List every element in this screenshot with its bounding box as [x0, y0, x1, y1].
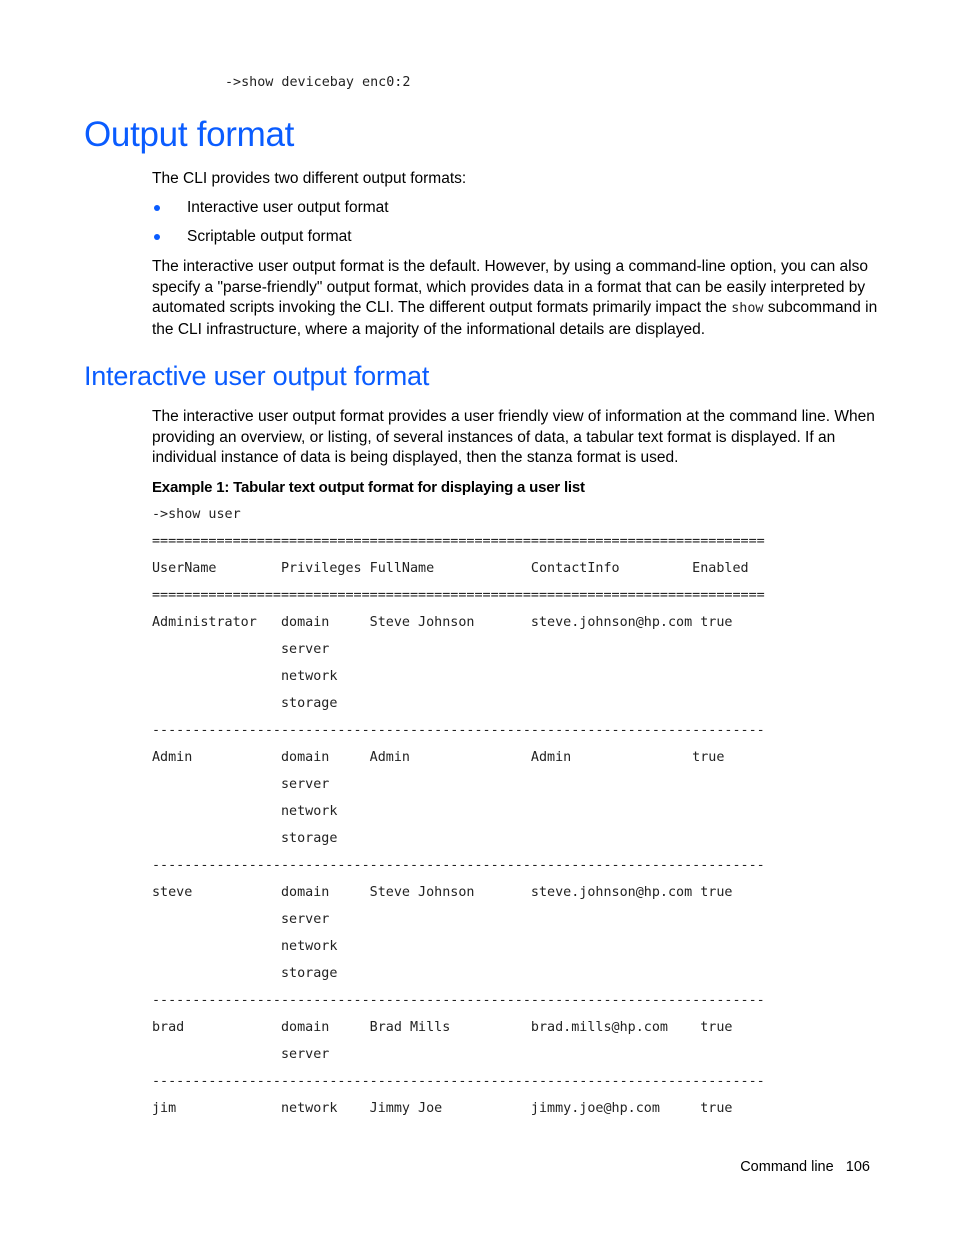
page-number: 106	[845, 1159, 870, 1175]
code-line: Admin domain Admin Admin true	[152, 750, 725, 765]
code-line: ----------------------------------------------------------------------------	[152, 1074, 765, 1089]
code-line: storage	[152, 696, 338, 711]
code-line: network	[152, 804, 338, 819]
bullet-item: Scriptable output format	[187, 228, 352, 245]
bullet-icon	[154, 234, 160, 240]
code-line: storage	[152, 966, 338, 981]
code-line: Administrator domain Steve Johnson steve.johnson@hp.com true	[152, 615, 733, 630]
code-line: server	[152, 642, 330, 657]
code-line: ->show user	[152, 507, 241, 522]
code-line: ----------------------------------------------------------------------------	[152, 723, 765, 738]
code-line: ----------------------------------------------------------------------------	[152, 993, 765, 1008]
code-line: storage	[152, 831, 338, 846]
code-line: network	[152, 939, 338, 954]
code-line: server	[152, 777, 330, 792]
paragraph-line	[152, 298, 878, 320]
code-line: brad domain Brad Mills brad.mills@hp.com true	[152, 1020, 733, 1035]
page-title: Output format	[84, 115, 295, 154]
paragraph	[152, 257, 878, 341]
paragraph-line: individual instance of data is being displayed, then the stanza format is used.	[152, 449, 679, 467]
code-line: steve domain Steve Johnson steve.johnson@hp.com true	[152, 885, 733, 900]
inline-code: show	[731, 301, 764, 317]
code-block	[152, 506, 872, 1127]
paragraph-line: The interactive user output format is the default. However, by using a command-line option, you can also	[152, 258, 868, 275]
paragraph-line-part: automated scripts invoking the CLI. The different output formats primarily impact the	[152, 299, 727, 317]
bullet-icon	[154, 205, 160, 211]
code-line: UserName Privileges FullName ContactInfo Enabled	[152, 561, 749, 576]
code-line: server	[152, 1047, 330, 1062]
code-line: network	[152, 669, 338, 684]
code-line: jim network Jimmy Joe jimmy.joe@hp.com true	[152, 1101, 733, 1116]
code-line: ----------------------------------------------------------------------------	[152, 858, 765, 873]
example-caption: Example 1: Tabular text output format for displaying a user list	[152, 479, 585, 496]
intro-text: The CLI provides two different output formats:	[152, 170, 467, 187]
paragraph-line: specify a "parse-friendly" output format, which provides data in a format that can be easily interpreted by	[152, 278, 866, 296]
paragraph-line-part: subcommand in	[767, 299, 878, 317]
top-command: ->show devicebay enc0:2	[225, 75, 411, 90]
paragraph-line: providing an overview, or listing, of several instances of data, a tabular text format is displayed. If an	[152, 428, 836, 446]
paragraph-line: The interactive user output format provides a user friendly view of information at the command line. When	[152, 408, 875, 425]
paragraph	[152, 407, 875, 469]
code-line: ============================================================================	[152, 588, 765, 603]
footer-section: Command line	[740, 1159, 834, 1175]
code-line: server	[152, 912, 330, 927]
code-line: ============================================================================	[152, 534, 765, 549]
page-footer	[740, 1159, 870, 1175]
section-title: Interactive user output format	[84, 361, 430, 391]
bullet-item: Interactive user output format	[187, 199, 389, 216]
paragraph-line: the CLI infrastructure, where a majority of the informational details are displayed.	[152, 321, 706, 339]
